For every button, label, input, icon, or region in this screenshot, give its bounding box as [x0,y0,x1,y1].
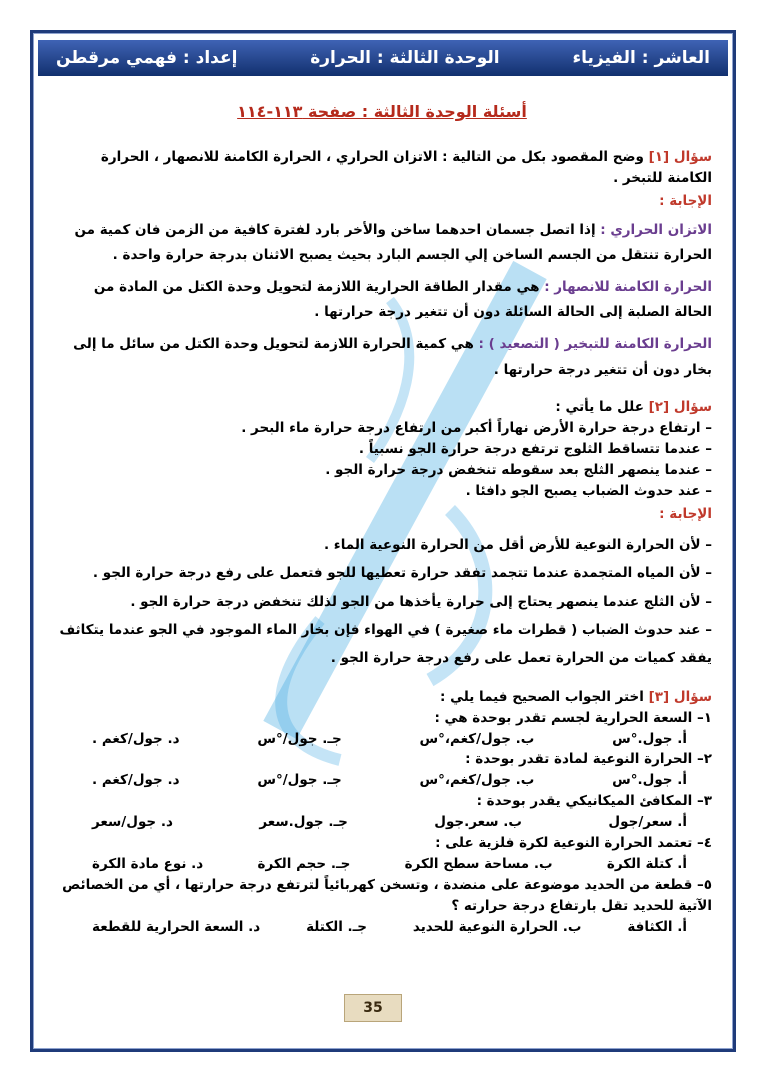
q2-answers [52,531,712,673]
question-3 [52,687,712,938]
definition-item [52,275,712,326]
definition-item [52,332,712,383]
q3-label: سؤال [٣] [648,688,712,705]
header-unit: الوحدة الثالثة : الحرارة [310,48,500,68]
q3-text: اختر الجواب الصحيح فيما يلي : [439,688,644,705]
mcq-option: د. جول/كغم . [92,730,180,747]
list-item: – ارتفاع درجة حرارة الأرض نهاراً أكبر من ارتفاع درجة حرارة ماء البحر . [241,420,712,437]
list-item: – عند حدوث الضباب يصبح الجو دافئا . [465,483,712,500]
mcq-option: ب. الحرارة النوعية للحديد [412,918,582,935]
list-item: – عندما ينصهر الثلج بعد سقوطه تنخفض درجة حرارة الجو . [325,462,712,479]
definition-text: هي مقدار الطاقة الحرارية اللازمة لتحويل وحدة الكتل من المادة من الحالة الصلبة إلى الحالة السائلة دون أن تتغير درجة حرارتها . [93,278,712,321]
mcq-option: د. نوع مادة الكرة [92,856,204,873]
mcq-stem: ٣– المكافئ الميكانيكي يقدر بوحدة : [476,793,712,810]
mcq-item [52,791,712,833]
q2-text: علل ما يأتي : [555,399,644,416]
q2-items [52,418,712,502]
answer-item: – لأن الحرارة النوعية للأرض أقل من الحرارة النوعية الماء . [52,531,712,559]
mcq-options [92,854,687,875]
mcq-options [92,812,687,833]
mcq-option: جـ. جول/°س [257,730,342,747]
answer-item: – لأن المياه المتجمدة عندما تتجمد تفقد حرارة تعطيها للجو فتعمل على رفع درجة حرارة الجو . [52,559,712,587]
header-subject: العاشر : الفيزياء [572,48,710,68]
mcq-option: ب. جول/كغم،°س [419,730,535,747]
definition-item [52,218,712,269]
mcq-option: أ. الكثافة [627,918,687,935]
mcq-option: أ. سعر/جول [608,814,687,831]
answer-item: – لأن الثلج عندما ينصهر يحتاج إلى حرارة يأخذها من الجو لذلك تنخفض درجة حرارة الجو . [52,588,712,616]
page-title: أسئلة الوحدة الثالثة : صفحة ١١٣-١١٤ [237,102,527,121]
mcq-option: أ. جول.°س [612,772,687,789]
definition-term: الحرارة الكامنة للانصهار : [544,278,712,295]
mcq-stem: ١– السعة الحرارية لجسم تقدر بوحدة هي : [434,709,712,726]
question-2 [52,397,712,672]
definition-term: الاتزان الحراري : [600,221,712,238]
mcq-option: ب. مساحة سطح الكرة [404,856,553,873]
question-1 [52,147,712,384]
mcq-option: جـ. جول.سعر [259,814,348,831]
mcq-option: ب. جول/كغم،°س [419,772,535,789]
page-number: 35 [344,994,402,1022]
mcq-options [92,917,687,938]
definition-text: إذا اتصل جسمان احدهما ساخن والأخر بارد لفترة كافية من الزمن فان كمية من الحرارة تنتقل من الجسم الساخن إلي الجسم البارد بحيث يصبح الاثنان بدرجة حرارة واحدة . [74,221,712,264]
mcq-option: د. جول/سعر [92,814,173,831]
definition-term: الحرارة الكامنة للتبخير ( التصعيد ) : [478,336,712,353]
q2-answer-label: الإجابة : [659,506,712,523]
mcq-options [92,729,687,750]
mcq-option: جـ. الكتلة [306,918,367,935]
mcq-option: جـ. حجم الكرة [257,856,351,873]
q1-answer-label: الإجابة : [659,192,712,209]
page-header [38,40,728,76]
mcq-options [92,770,687,791]
mcq-option: د. جول/كغم . [92,772,180,789]
mcq-option: جـ. جول/°س [257,772,342,789]
mcq-option: ب. سعر.جول [434,814,522,831]
header-author: إعداد : فهمي مرقطن [56,48,238,68]
list-item: – عندما تتساقط الثلوج ترتفع درجة حرارة الجو نسبياً . [358,441,712,458]
mcq-stem: ٥– قطعة من الحديد موضوعة على منضدة ، وتسخن كهربائياً لترتفع درجة حرارتها ، أي من الخصائص الآتية للحديد تقل بارتفاع درجة حرارته ؟ [62,876,712,914]
mcq-option: د. السعة الحرارية للقطعة [92,918,261,935]
mcq-item [52,875,712,938]
mcq-option: أ. كتلة الكرة [606,856,687,873]
mcq-item [52,749,712,791]
definition-text: هي كمية الحرارة اللازمة لتحويل وحدة الكتل من سائل ما إلى بخار دون أن تتغير درجة حرارتها . [73,336,712,378]
mcq-stem: ٤– تعتمد الحرارة النوعية لكرة فلزية على : [435,835,712,852]
mcq-item [52,708,712,750]
page-content [52,100,712,938]
q1-label: سؤال [١] [648,148,712,165]
q2-label: سؤال [٢] [648,399,712,416]
mcq-item [52,833,712,875]
answer-item: – عند حدوث الضباب ( قطرات ماء صغيرة ) في الهواء فإن بخار الماء الموجود في الجو عندما يتكاثف يفقد كميات من الحرارة تعمل على رفع درجة حرارة الجو . [52,616,712,673]
mcq-option: أ. جول.°س [612,730,687,747]
q1-text: وضح المقصود بكل من التالية : الاتزان الحراري ، الحرارة الكامنة للانصهار ، الحرارة الكامنة للتبخر . [100,148,712,186]
mcq-stem: ٢– الحرارة النوعية لمادة تقدر بوحدة : [465,751,712,768]
